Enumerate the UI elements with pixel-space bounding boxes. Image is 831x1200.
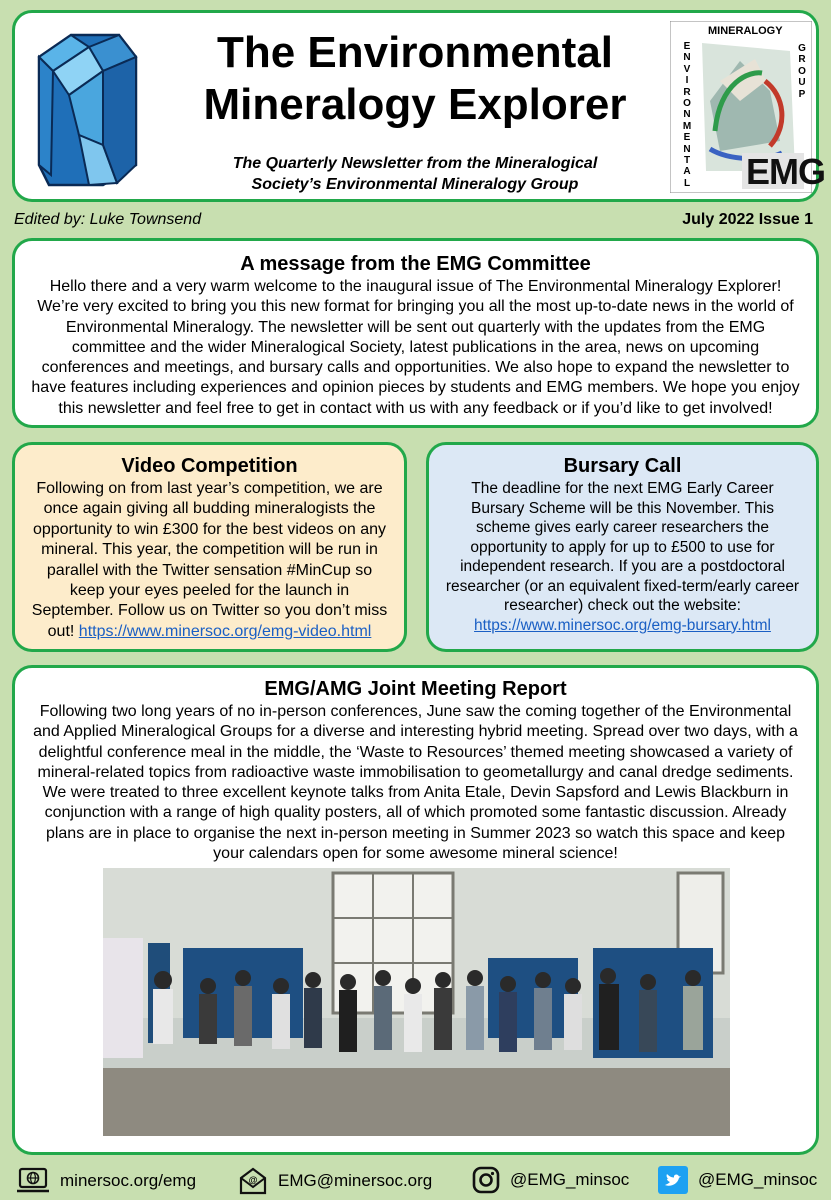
video-heading: Video Competition (121, 455, 298, 477)
laptop-globe-icon (16, 1166, 50, 1196)
emg-logo-left-letter: O (683, 98, 691, 110)
footer-email[interactable] (238, 1166, 432, 1196)
committee-message-section (12, 238, 819, 428)
emg-logo-left-letter: T (683, 155, 691, 167)
issue-date: July 2022 Issue 1 (682, 211, 813, 228)
emg-logo-right-letter: U (798, 77, 806, 89)
emg-logo-abbr: EMG (746, 151, 826, 192)
newsletter-subtitle (185, 153, 645, 195)
bursary-body (443, 479, 802, 635)
newsletter-title (165, 27, 665, 131)
footer-twitter[interactable] (658, 1166, 817, 1194)
emg-logo-left-letter: N (683, 143, 691, 155)
video-body-text: Following on from last year’s competition, we are once again giving all budding mineralogists the opportunity to win £300 for the best videos on any mineral. This year, the competition will be run in parallel with the Twitter sensation #MinCup so keep your eyes peeled for the launch in September. Follow us on Twitter so you don’t miss out! (31, 480, 388, 640)
footer-instagram-text: @EMG_minsoc (510, 1170, 630, 1189)
emg-logo-left-text (681, 41, 693, 189)
emg-logo-left-letter: E (683, 132, 691, 144)
meeting-heading: EMG/AMG Joint Meeting Report (264, 678, 567, 700)
group-photo-image (103, 868, 730, 1136)
emg-logo-right-text (796, 43, 808, 100)
email-icon (238, 1166, 268, 1196)
emg-logo-left-letter: M (682, 120, 692, 132)
meeting-body: Following two long years of no in-person conferences, June saw the coming together of the Environmental and Applied Mineralogical Groups for a diverse and interesting hybrid meeting. Spread over two days, with a delightful conference meal in the middle, the ‘Waste to Resources’ themed meeting showcased a variety of mineral-related topics from radioactive waste immobilisation to geometallurgy and canal dredge sediments. We were treated to three excellent keynote talks from Anita Etale, Devin Sapsford and Lewis Blackburn in conjunction with a range of high quality posters, all of which promoted some fantastic discussion. Already plans are in place to organise the next in-person meeting in Summer 2023 so watch this space and keep your calendars open for some awesome mineral science! (33, 703, 798, 863)
video-link[interactable]: https://www.minersoc.org/emg-video.html (78, 622, 372, 640)
emg-logo-left-letter: E (683, 41, 691, 52)
meeting-group-photo (103, 868, 730, 1136)
footer-contacts (0, 1160, 831, 1200)
emg-logo-left-letter: N (683, 109, 691, 121)
emg-logo-right-letter: R (798, 54, 806, 66)
subtitle-line-2: Society’s Environmental Mineralogy Group (251, 176, 579, 193)
subtitle-line-1: The Quarterly Newsletter from the Mineralogical (232, 155, 598, 172)
emg-logo-right-letter: O (798, 65, 806, 77)
svg-text:@: @ (248, 1175, 258, 1185)
emg-logo-left-letter: L (683, 177, 691, 189)
footer-website-text: minersoc.org/emg (60, 1171, 197, 1190)
masthead (12, 10, 826, 202)
emg-logo-right-letter: G (798, 43, 806, 54)
footer-twitter-text: @EMG_minsoc (698, 1170, 818, 1189)
footer-email-text: EMG@minersoc.org (278, 1171, 433, 1190)
video-body (29, 479, 390, 642)
footer-instagram[interactable] (472, 1166, 629, 1194)
instagram-icon (472, 1166, 500, 1194)
emg-logo-left-letter: A (683, 166, 691, 178)
committee-body: Hello there and a very warm welcome to the inaugural issue of The Environmental Mineralogy Explorer! We’re very excited to bring you this new format for bringing you all the most up-to-date news in the world of Environmental Mineralogy. The newsletter will be sent out quarterly with the updates from the EMG committee and the wider Mineralogical Society, latest publications in the area, news on upcoming conferences and meetings, and bursary calls and opportunities. We also hope to expand the newsletter to have features including experiences and opinion pieces by students and EMG members. We hope you enjoy this newsletter and feel free to get in contact with us with any feedback or if you’d like to get involved! (31, 278, 800, 417)
editor-credit: Edited by: Luke Townsend (14, 211, 202, 228)
joint-meeting-section (12, 665, 819, 1155)
emg-logo (670, 21, 826, 193)
bursary-heading: Bursary Call (563, 455, 682, 477)
title-line-2: Mineralogy Explorer (203, 80, 627, 129)
emg-logo-left-letter: V (683, 63, 691, 75)
committee-heading: A message from the EMG Committee (240, 253, 591, 275)
bursary-body-text: The deadline for the next EMG Early Career Bursary Scheme will be this November. This scheme gives early career researchers the opportunity to apply for up to £500 to use for independent research. If you are a postdoctoral researcher (or an equivalent fixed-term/early career researcher) check out the website: (445, 480, 800, 614)
bursary-link[interactable]: https://www.minersoc.org/emg-bursary.html (474, 616, 771, 634)
emg-logo-left-letter: R (683, 86, 691, 98)
bursary-call-section (426, 442, 819, 652)
emg-logo-left-letter: N (683, 52, 691, 64)
video-competition-section (12, 442, 407, 652)
twitter-icon (658, 1166, 688, 1194)
crystal-logo-icon (31, 25, 141, 190)
emg-logo-left-letter: I (685, 75, 689, 87)
footer-website[interactable] (16, 1166, 196, 1196)
emg-logo-top-text: MINERALOGY (708, 25, 783, 37)
emg-logo-right-letter: P (798, 88, 806, 100)
title-line-1: The Environmental (216, 28, 614, 77)
